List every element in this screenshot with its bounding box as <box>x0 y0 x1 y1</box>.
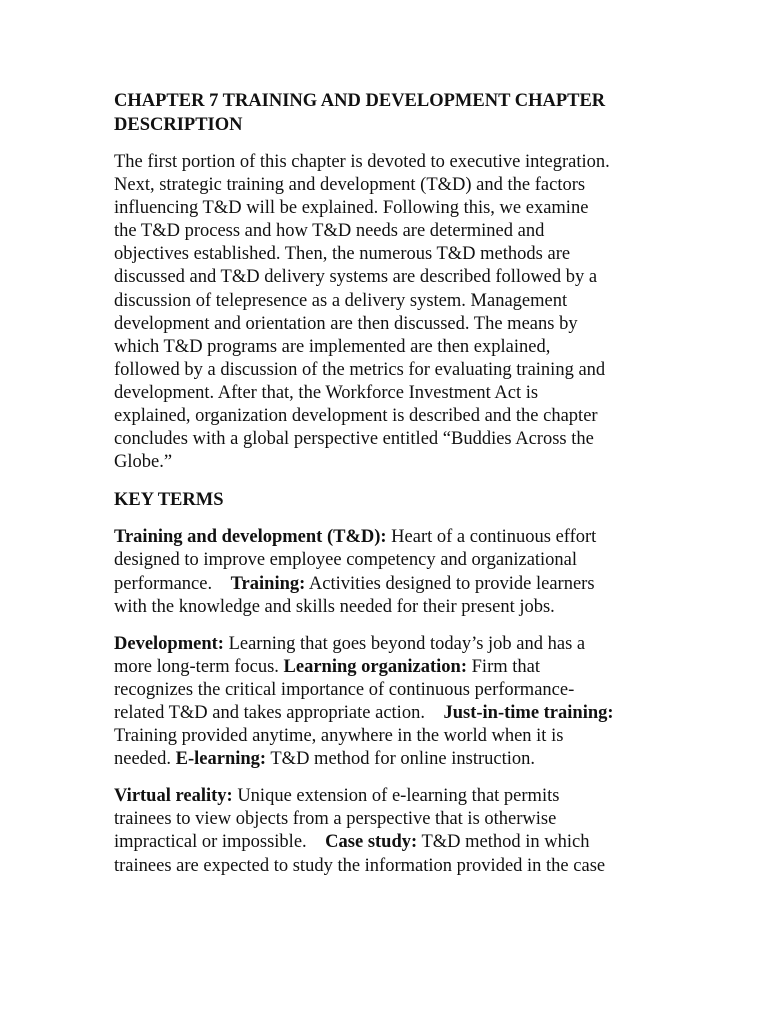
description-line: development. After that, the Workforce Investment Act is <box>114 382 539 403</box>
definition-text: T&D method for online instruction. <box>266 749 535 770</box>
term-learning-organization: Learning organization: <box>283 656 468 677</box>
term-case-study: Case study: <box>325 832 418 853</box>
description-line: Globe.” <box>114 452 173 473</box>
chapter-description <box>114 151 674 474</box>
term-training-and-development: Training and development (T&D): <box>114 527 387 548</box>
term-just-in-time-training: Just-in-time training: <box>443 702 614 723</box>
description-line: influencing T&D will be explained. Following this, we examine <box>114 198 589 219</box>
description-line: followed by a discussion of the metrics for evaluating training and <box>114 359 606 380</box>
description-line: development and orientation are then discussed. The means by <box>114 313 578 334</box>
definition-text: performance. <box>114 573 213 594</box>
description-line: which T&D programs are implemented are then explained, <box>114 336 551 357</box>
chapter-heading-line1: CHAPTER 7 TRAINING AND DEVELOPMENT CHAPTER <box>114 91 606 111</box>
description-line: discussed and T&D delivery systems are described followed by a <box>114 267 598 288</box>
description-line: objectives established. Then, the numerous T&D methods are <box>114 244 571 265</box>
definition-text: Heart of a continuous effort <box>386 527 597 548</box>
key-terms-paragraph-2 <box>114 633 674 772</box>
definition-text: Activities designed to provide learners <box>305 573 595 594</box>
description-line: discussion of telepresence as a delivery system. Management <box>114 290 568 311</box>
definition-text: more long-term focus. <box>114 656 284 677</box>
description-line: explained, organization development is described and the chapter <box>114 406 598 427</box>
term-e-learning: E-learning: <box>175 749 267 770</box>
definition-text: Unique extension of e-learning that permits <box>232 786 560 807</box>
key-terms-paragraph-1 <box>114 526 674 618</box>
definition-text: with the knowledge and skills needed for their present jobs. <box>114 596 555 617</box>
description-line: concludes with a global perspective entitled “Buddies Across the <box>114 429 594 450</box>
description-line: The first portion of this chapter is devoted to executive integration. <box>114 152 610 172</box>
definition-text: needed. <box>114 749 176 770</box>
definition-text: impractical or impossible. <box>114 832 307 853</box>
definition-text: designed to improve employee competency and organizational <box>114 550 578 571</box>
term-virtual-reality: Virtual reality: <box>114 786 233 807</box>
definition-text: Training provided anytime, anywhere in the world when it is <box>114 726 564 747</box>
definition-text: Firm that <box>467 656 540 677</box>
chapter-heading-line2: DESCRIPTION <box>114 115 243 135</box>
key-terms-heading: KEY TERMS <box>114 490 224 511</box>
key-terms-paragraph-3 <box>114 785 674 877</box>
definition-text: T&D method in which <box>417 832 590 853</box>
chapter-heading <box>114 89 674 137</box>
definition-text: recognizes the critical importance of continuous performance- <box>114 679 575 700</box>
definition-text: related T&D and takes appropriate action. <box>114 702 425 723</box>
term-training: Training: <box>230 573 306 594</box>
description-line: the T&D process and how T&D needs are determined and <box>114 221 545 242</box>
definition-text: Learning that goes beyond today’s job and has a <box>223 633 586 654</box>
definition-text: trainees are expected to study the information provided in the case <box>114 855 606 876</box>
document-page <box>114 89 674 892</box>
term-development: Development: <box>114 633 224 654</box>
definition-text: trainees to view objects from a perspective that is otherwise <box>114 809 557 830</box>
description-line: Next, strategic training and development (T&D) and the factors <box>114 175 586 196</box>
